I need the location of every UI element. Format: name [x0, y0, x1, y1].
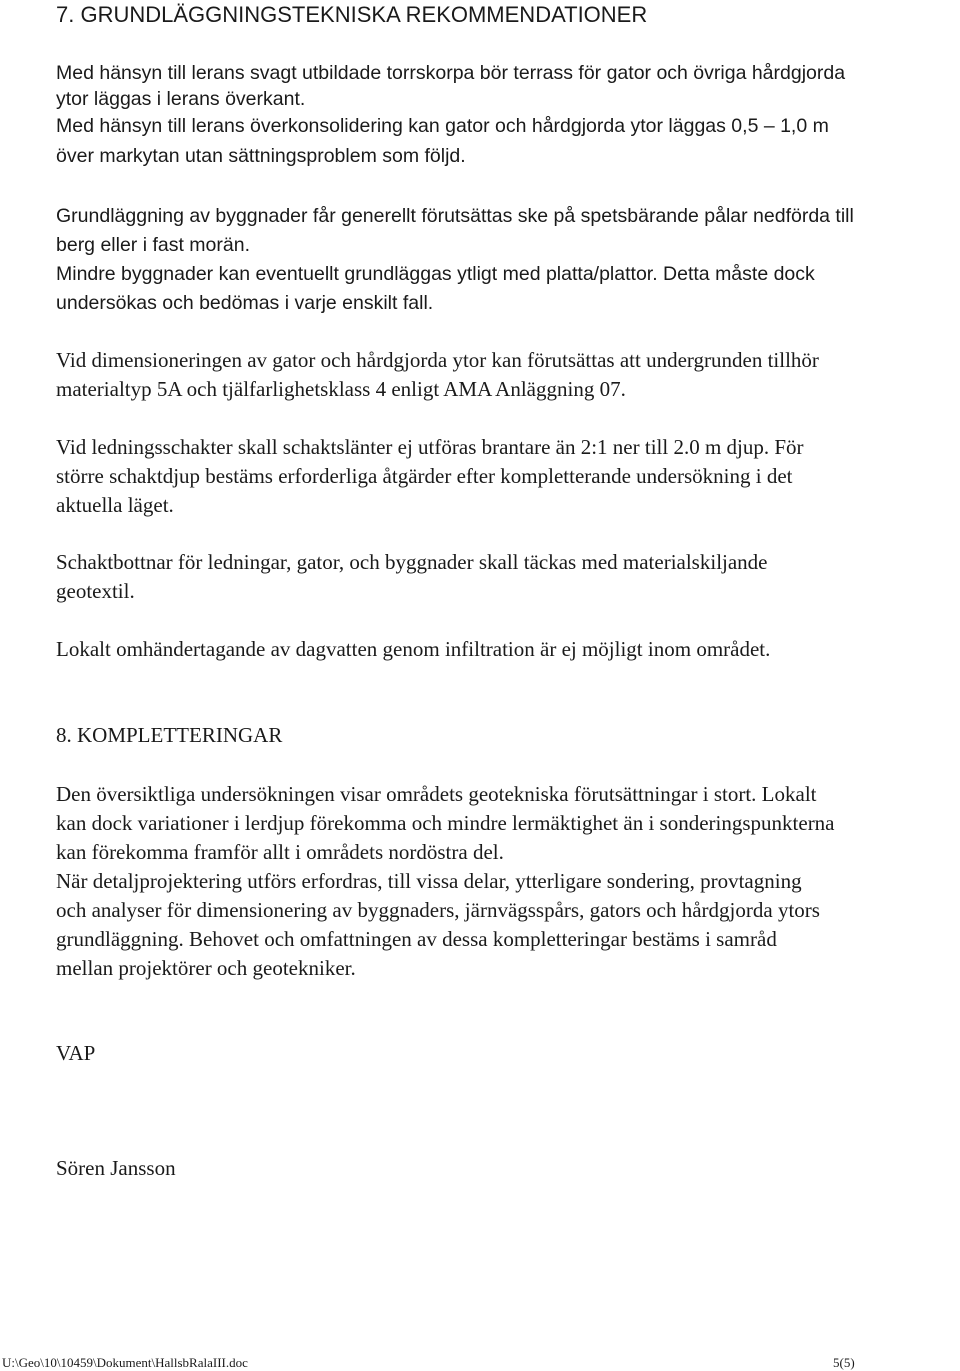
text-line: kan förekomma framför allt i områdets nordöstra del.: [56, 840, 504, 864]
text-line: geotextil.: [56, 579, 135, 603]
text-line: Med hänsyn till lerans svagt utbildade torrskorpa bör terrass för gator och övriga hårdgjorda: [56, 62, 846, 84]
section-7-paragraph-2: [56, 202, 854, 318]
text-line: Den översiktliga undersökningen visar områdets geotekniska förutsättningar i stort. Lokalt: [56, 782, 817, 806]
footer-page-number: 5(5): [833, 1355, 855, 1370]
page-footer: [0, 1354, 960, 1371]
section-7-paragraph-6: [56, 635, 770, 664]
signature-name: Sören Jansson: [56, 1156, 176, 1180]
text-line: större schaktdjup bestäms erforderliga åtgärder efter kompletterande undersökning i det: [56, 464, 793, 488]
section-7-paragraph-1: [56, 59, 845, 171]
text-line: Vid ledningsschakter skall schaktslänter ej utföras brantare än 2:1 ner till 2.0 m djup. För: [56, 435, 804, 459]
section-8-paragraph-1: [56, 780, 835, 983]
section-7-heading: 7. GRUNDLÄGGNINGSTEKNISKA REKOMMENDATIONER: [56, 2, 648, 27]
footer-file-path: U:\Geo\10\10459\Dokument\HallsbRalaIII.doc: [2, 1355, 248, 1370]
text-line: ytor läggas i lerans överkant.: [56, 88, 306, 110]
text-line: Med hänsyn till lerans överkonsolidering kan gator och hårdgjorda ytor läggas 0,5 – 1,0 m: [56, 115, 829, 137]
text-line: Mindre byggnader kan eventuellt grundläggas ytligt med platta/plattor. Detta måste dock: [56, 263, 815, 285]
text-line: berg eller i fast morän.: [56, 234, 251, 256]
section-7-paragraph-5: [56, 548, 768, 606]
text-line: grundläggning. Behovet och omfattningen av dessa kompletteringar bestäms i samråd: [56, 927, 777, 951]
text-line: Lokalt omhändertagande av dagvatten genom infiltration är ej möjligt inom området.: [56, 637, 771, 661]
text-line: undersökas och bedömas i varje enskilt fall.: [56, 292, 434, 314]
text-line: Vid dimensioneringen av gator och hårdgjorda ytor kan förutsättas att undergrunden tillhör: [56, 348, 819, 372]
text-line: och analyser för dimensionering av byggnaders, järnvägsspårs, gators och hårdgjorda ytors: [56, 898, 820, 922]
section-7-paragraph-3: [56, 346, 819, 404]
text-line: aktuella läget.: [56, 493, 174, 517]
text-line: materialtyp 5A och tjälfarlighetsklass 4 enligt AMA Anläggning 07.: [56, 377, 626, 401]
section-8-heading: 8. KOMPLETTERINGAR: [56, 723, 283, 747]
signature-company: VAP: [56, 1041, 96, 1065]
section-7-paragraph-4: [56, 433, 804, 520]
text-line: Schaktbottnar för ledningar, gator, och byggnader skall täckas med materialskiljande: [56, 550, 768, 574]
text-line: Grundläggning av byggnader får generellt förutsättas ske på spetsbärande pålar nedförda till: [56, 205, 854, 227]
text-line: kan dock variationer i lerdjup förekomma och mindre lermäktighet än i sonderingspunkterna: [56, 811, 835, 835]
text-line: över markytan utan sättningsproblem som följd.: [56, 145, 466, 167]
text-line: mellan projektörer och geotekniker.: [56, 956, 356, 980]
text-line: När detaljprojektering utförs erfordras, till vissa delar, ytterligare sondering, provtagning: [56, 869, 802, 893]
